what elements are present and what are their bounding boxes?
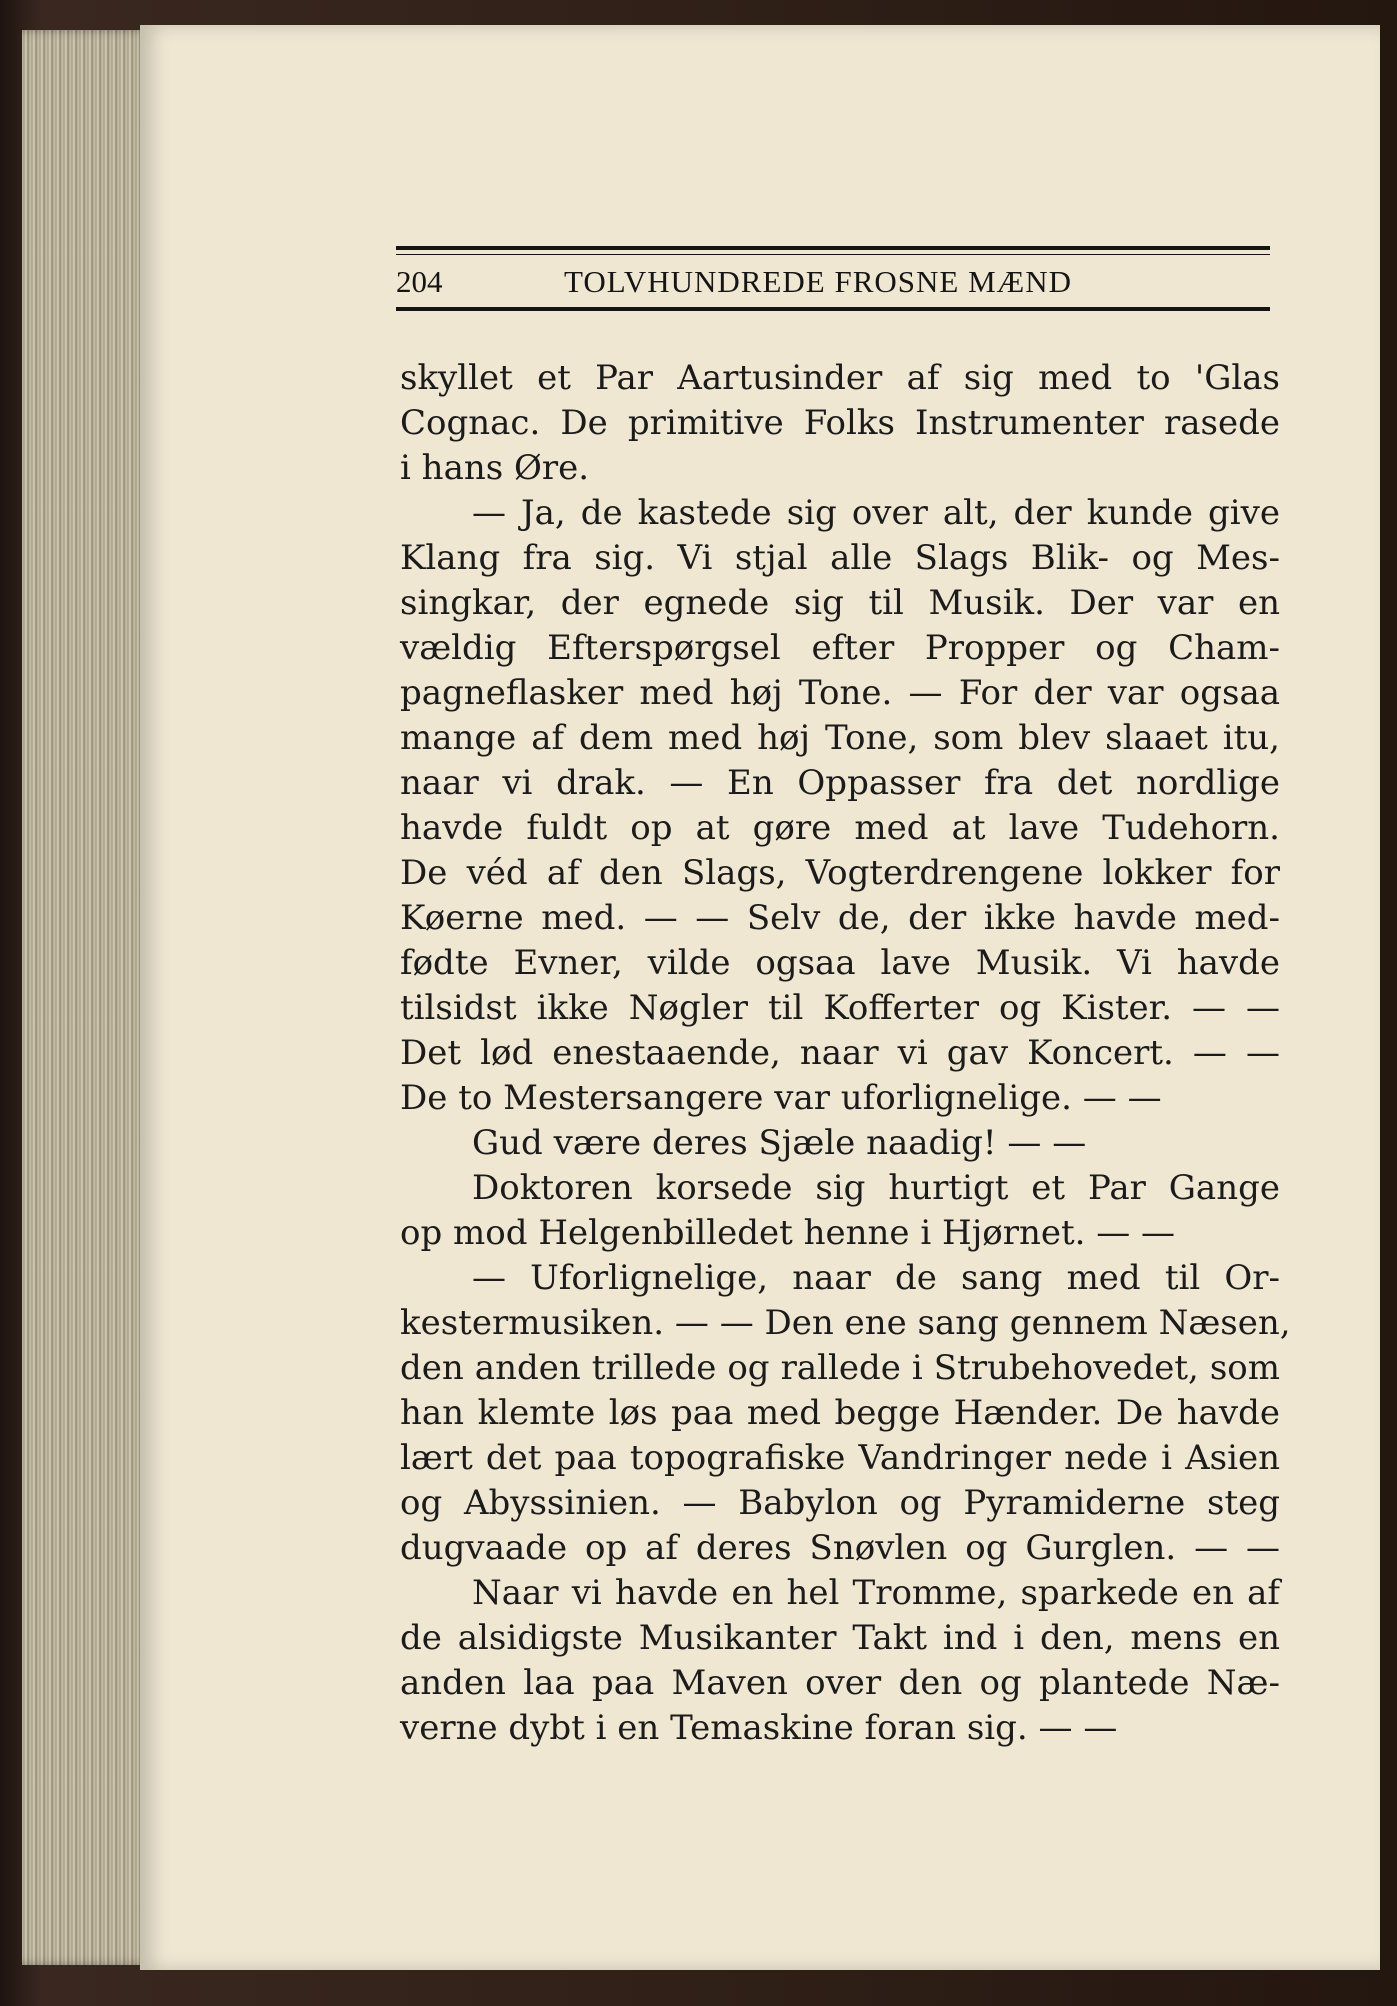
text-line: Det lød enestaaende, naar vi gav Koncert. — — [400, 1033, 1280, 1073]
running-title: TOLVHUNDREDE FROSNE MÆND [564, 264, 1072, 299]
text-line: — Uforlignelige, naar de sang med til Or- [472, 1258, 1280, 1298]
page-header [396, 260, 1270, 304]
text-line: anden laa paa Maven over den og plantede Næ- [400, 1663, 1280, 1703]
text-line: kestermusiken. — — Den ene sang gennem Næsen, [400, 1303, 1291, 1343]
header-rule-bottom [396, 307, 1270, 311]
text-line: op mod Helgenbilledet henne i Hjørnet. — — [400, 1213, 1176, 1253]
text-line: i hans Øre. [400, 448, 590, 488]
text-line: havde fuldt op at gøre med at lave Tudehorn. [400, 808, 1280, 848]
text-line: De to Mestersangere var uforlignelige. — — [400, 1078, 1162, 1118]
text-line: han klemte løs paa med begge Hænder. De havde [400, 1393, 1280, 1433]
text-line: De véd af den Slags, Vogterdrengene lokker for [400, 853, 1280, 893]
text-line: fødte Evner, vilde ogsaa lave Musik. Vi havde [400, 943, 1280, 983]
text-line: Doktoren korsede sig hurtigt et Par Gange [472, 1168, 1280, 1208]
text-line: Cognac. De primitive Folks Instrumenter rasede [400, 403, 1280, 443]
text-line: vældig Efterspørgsel efter Propper og Cham- [400, 628, 1280, 668]
page-number: 204 [396, 264, 443, 299]
text-line: Gud være deres Sjæle naadig! — — [472, 1123, 1087, 1163]
text-line: tilsidst ikke Nøgler til Kofferter og Kister. — — [400, 988, 1280, 1028]
text-line: lært det paa topografiske Vandringer nede i Asien [400, 1438, 1280, 1478]
text-line: og Abyssinien. — Babylon og Pyramiderne steg [400, 1483, 1280, 1523]
text-line: singkar, der egnede sig til Musik. Der var en [400, 583, 1280, 623]
text-line: Naar vi havde en hel Tromme, sparkede en af [472, 1573, 1280, 1613]
text-line: Køerne med. — — Selv de, der ikke havde med- [400, 898, 1280, 938]
text-line: dugvaade op af deres Snøvlen og Gurglen. — — [400, 1528, 1280, 1568]
text-line: skyllet et Par Aartusinder af sig med to 'Glas [400, 358, 1280, 398]
text-line: naar vi drak. — En Oppasser fra det nordlige [400, 763, 1280, 803]
text-line: den anden trillede og rallede i Strubehovedet, som [400, 1348, 1280, 1388]
text-line: Klang fra sig. Vi stjal alle Slags Blik- og Mes- [400, 538, 1280, 578]
text-line: de alsidigste Musikanter Takt ind i den, mens en [400, 1618, 1280, 1658]
body-text [400, 356, 1291, 1751]
text-line: verne dybt i en Temaskine foran sig. — — [400, 1708, 1118, 1748]
text-line: — Ja, de kastede sig over alt, der kunde give [472, 493, 1280, 533]
header-rule-top [396, 246, 1270, 255]
text-line: mange af dem med høj Tone, som blev slaaet itu, [400, 718, 1280, 758]
text-line: pagneflasker med høj Tone. — For der var ogsaa [400, 673, 1280, 713]
page-edges [22, 30, 150, 1965]
